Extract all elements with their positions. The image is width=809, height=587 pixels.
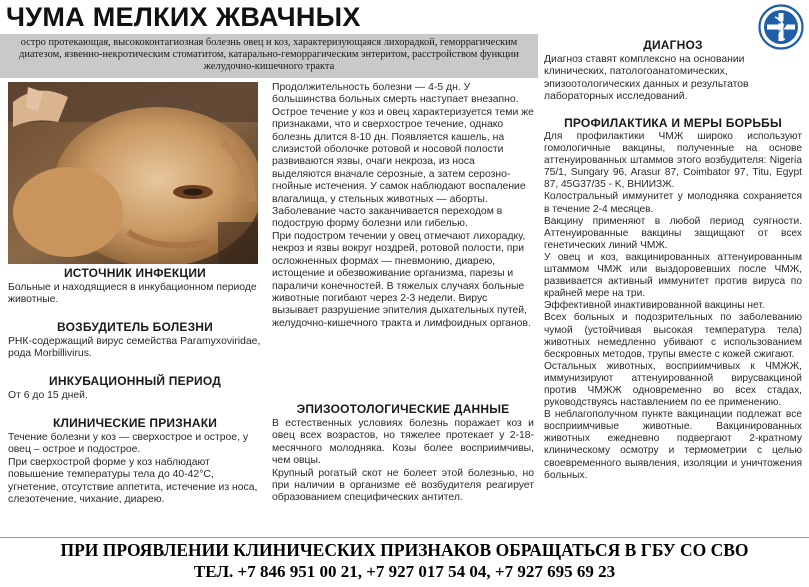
section-diagnosis bbox=[544, 38, 802, 104]
page-title: ЧУМА МЕЛКИХ ЖВАЧНЫХ bbox=[6, 2, 361, 32]
subtitle-band: остро протекающая, высококонтагиозная болезнь овец и коз, характеризующаяся лихорадкой, геморрагическим диатезом, язвенно-некротическим стоматитом, катарально-геморрагическим энтеритом, расстройством функции желудочно-кишечного тракта bbox=[0, 34, 538, 78]
middle-p3: При подостром течении у овец отмечают лихорадку, некроз и язвы вокруг ноздрей, ротовой полости, при осложненных формах — пневмонию, диарею, истощение и обезвоживание организма, парезы и параличи конечностей. В тяжелых случаях больные животные погибают через 2-3 недели. Вирус вызывает разрушение эпителия дыхательных путей, желудочно-кишечного тракта и лимфоидных органов. bbox=[272, 230, 531, 329]
section-prevention bbox=[544, 116, 802, 482]
epi-p1: В естественных условиях болезнь поражает коз и овец всех возрастов, но тяжелее протекает у 2-18-месячного молодняка. Козы более восприимчивы, чем овцы. bbox=[272, 418, 534, 467]
epi-heading: ЭПИЗООТОЛОГИЧЕСКИЕ ДАННЫЕ bbox=[296, 402, 510, 416]
diagnosis-text: Диагноз ставят комплексно на основании клинических, патологоанатомических, эпизоотологических данных и результатов лабораторных исследований. bbox=[544, 54, 749, 103]
prevention-p7: Остальных животных, восприимчивых к ЧМЖЖ, иммунизируют аттенуированной вирусвакциной против ЧМЖЖ одновременно во всех стадах, руководствуясь наставлением по ее применению. bbox=[544, 360, 802, 409]
clinical-p2: При сверхострой форме у коз наблюдают повышение температуры тела до 40-42°С, угнетение, отсутствие аппетита, истечение из носа, слезотечение, чихание, диарею. bbox=[8, 456, 258, 506]
clinical-text bbox=[8, 432, 262, 506]
prevention-p6: Всех больных и подозрительных по заболеванию чумой (устойчивая высокая температура тела) животных немедленно убивают с использованием бескровных методов, трупы вместе с кожей сжигают. bbox=[544, 312, 802, 360]
prevention-p8: В неблагополучном пункте вакцинации подлежат все восприимчивые животные. Вакцинированных животных ежедневно подвергают 2-кратному клиническому осмотру и термометрии с целью своевременного выявления, изоляции и уничтожения больных. bbox=[544, 409, 802, 481]
clinical-heading: КЛИНИЧЕСКИЕ ПРИЗНАКИ bbox=[52, 416, 218, 430]
clinical-p1: Течение болезни у коз — сверхострое и острое, у овец – острое и подострое. bbox=[8, 432, 249, 456]
section-clinical bbox=[8, 416, 262, 506]
middle-p2: Острое течение у коз и овец характеризуется теми же признаками, что и сверхострое течение, однако болезнь длится 8-10 дн. Появляется кашель, на слизистой оболочке ротовой и носовой полости развиваются язвы, очаги некроза, из носа выделяются вначале серозные, а затем серозно-гнойные истечения. У самок наблюдают воспаление влагалища, у стельных животных — аборты. Заболевание часто заканчивается переходом в подострую форму болезни или гибелью. bbox=[272, 106, 534, 230]
prevention-p1: Для профилактики ЧМЖ широко используют гомологичные вакцины, полученные на основе аттенуированных штаммов этого возбудителя: Nigeria 75/1, Sungary 96, Arasur 87, Coimbator 97, Titu, Egypt 87, 45G37/35 - K, ВНИИЗЖ. bbox=[544, 131, 802, 191]
prevention-heading: ПРОФИЛАКТИКА И МЕРЫ БОРЬБЫ bbox=[564, 116, 782, 130]
prevention-text bbox=[544, 131, 802, 482]
pathogen-heading: ВОЗБУДИТЕЛЬ БОЛЕЗНИ bbox=[57, 320, 213, 334]
section-source bbox=[8, 266, 262, 307]
prevention-p5: Эффективной инактивированной вакцины нет. bbox=[544, 300, 765, 312]
section-epizootology bbox=[272, 402, 534, 505]
section-pathogen bbox=[8, 320, 262, 361]
section-incubation bbox=[8, 374, 262, 402]
footer-notice: ПРИ ПРОЯВЛЕНИИ КЛИНИЧЕСКИХ ПРИЗНАКОВ ОБРАЩАТЬСЯ В ГБУ СО СВО bbox=[60, 540, 749, 560]
incubation-heading: ИНКУБАЦИОННЫЙ ПЕРИОД bbox=[49, 374, 221, 388]
footer-phones: ТЕЛ. +7 846 951 00 21, +7 927 017 54 04, +7 927 695 69 23 bbox=[193, 562, 616, 581]
footer-divider bbox=[0, 537, 809, 538]
middle-p1: Продолжительность болезни — 4-5 дн. У большинства больных смерть наступает внезапно. bbox=[272, 82, 519, 106]
source-heading: ИСТОЧНИК ИНФЕКЦИИ bbox=[63, 266, 206, 280]
goat-photo bbox=[8, 82, 258, 264]
epi-text bbox=[272, 418, 534, 505]
prevention-p4: У овец и коз, вакцинированных аттенуированным штаммом ЧМЖ или выздоровевших после ЧМЖ, развивается активный иммунитет против вируса по крайней мере на три. bbox=[544, 251, 802, 300]
prevention-p2: Колостральный иммунитет у молодняка сохраняется в течение 2-4 месяцев. bbox=[544, 191, 802, 215]
pathogen-text: РНК-содержащий вирус семейства Paramyxoviridae, рода Morbillivirus. bbox=[8, 336, 261, 360]
diagnosis-heading: ДИАГНОЗ bbox=[643, 38, 703, 52]
prevention-p3: Вакцину применяют в любой период суягности. Аттенуированные вакцины защищают от всех генетических линий ЧМЖ. bbox=[544, 215, 802, 251]
source-text: Больные и находящиеся в инкубационном периоде животные. bbox=[8, 282, 257, 306]
incubation-text: От 6 до 15 дней. bbox=[8, 390, 88, 401]
epi-p2: Крупный рогатый скот не болеет этой болезнью, но при наличии в организме её возбудителя реагирует образованием специфических антител. bbox=[272, 467, 534, 504]
clinical-continued bbox=[272, 82, 534, 330]
